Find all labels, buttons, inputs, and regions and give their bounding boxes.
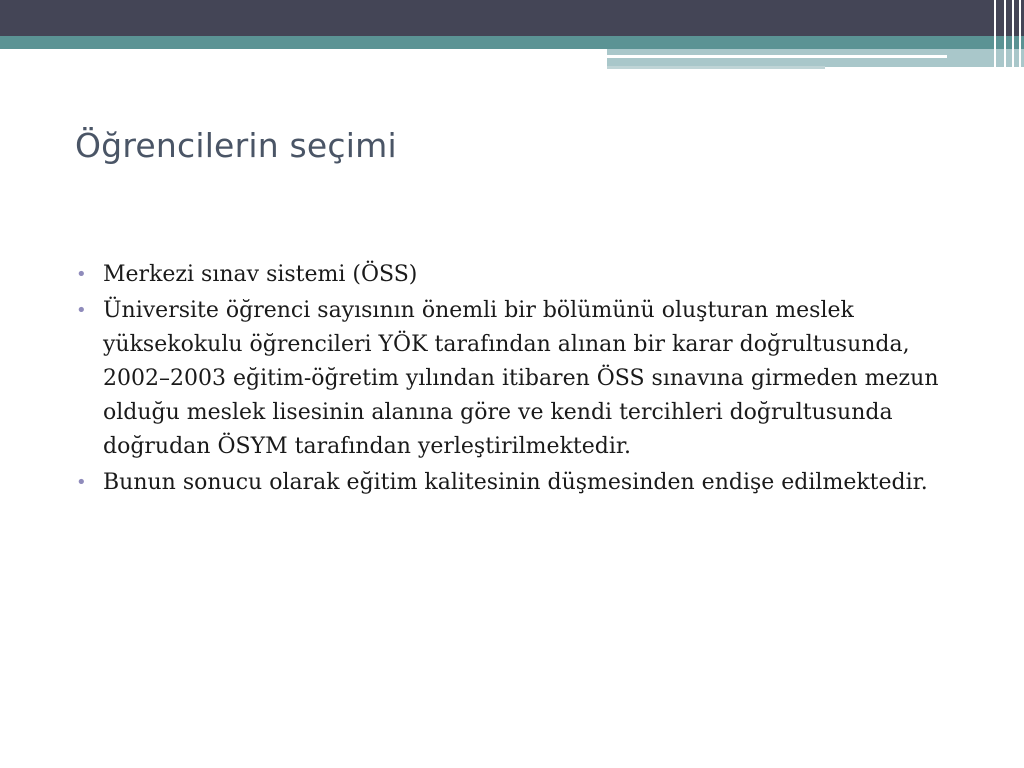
bullet-icon: • <box>76 264 87 285</box>
header-band-dark <box>0 0 1024 36</box>
slide-title: Öğrencilerin seçimi <box>75 126 397 165</box>
header-vertical-stripe <box>1012 0 1014 68</box>
header-band-light <box>607 49 1024 67</box>
header-vertical-stripe <box>1004 0 1006 68</box>
header-band-teal <box>0 36 1024 49</box>
bullet-text: Merkezi sınav sistemi (ÖSS) <box>103 262 418 287</box>
bullet-list <box>75 258 975 502</box>
header-vertical-stripe <box>1019 0 1021 68</box>
bullet-icon: • <box>76 300 87 321</box>
header-vertical-stripe <box>994 0 996 68</box>
bullet-text: Bunun sonucu olarak eğitim kalitesinin düşmesinden endişe edilmektedir. <box>103 470 928 495</box>
bullet-item <box>75 294 975 464</box>
header-accent-line-short <box>607 66 825 69</box>
header-accent-line <box>607 55 947 58</box>
bullet-text: Üniversite öğrenci sayısının önemli bir bölümünü oluşturan meslek yüksekokulu öğrencileri YÖK tarafından alınan bir karar doğrultusunda, 2002–2003 eğitim-öğretim yılından itibaren ÖSS sınavına girmeden mezun olduğu meslek lisesinin alanına göre ve kendi tercihleri doğrultusunda doğrudan ÖSYM tarafından yerleştirilmektedir. <box>103 298 939 459</box>
bullet-item <box>75 258 975 292</box>
bullet-item <box>75 466 975 500</box>
bullet-icon: • <box>76 472 87 493</box>
